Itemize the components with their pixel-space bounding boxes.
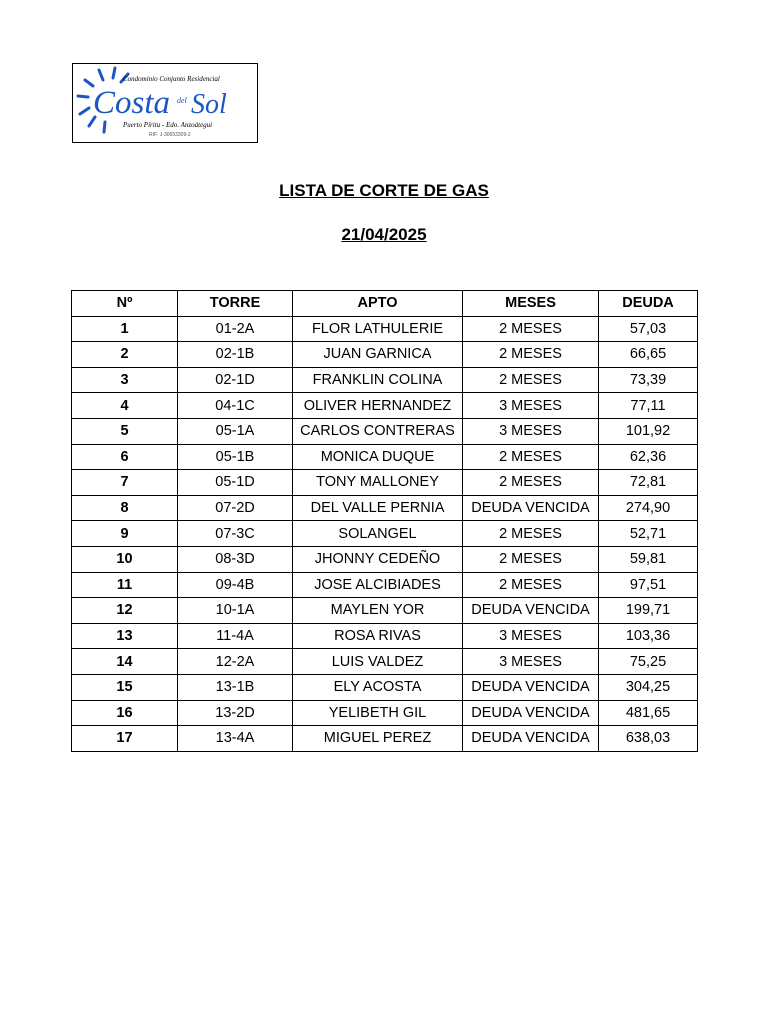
meses-cell: 2 MESES — [463, 572, 599, 598]
meses-cell: 2 MESES — [463, 342, 599, 368]
torre-cell: 13-4A — [178, 726, 293, 752]
apto-cell: JUAN GARNICA — [293, 342, 463, 368]
meses-cell: 3 MESES — [463, 418, 599, 444]
table-row — [72, 470, 698, 496]
torre-cell: 02-1D — [178, 367, 293, 393]
meses-cell: 2 MESES — [463, 444, 599, 470]
torre-cell: 08-3D — [178, 546, 293, 572]
apto-cell: ROSA RIVAS — [293, 623, 463, 649]
table-row — [72, 649, 698, 675]
table-row — [72, 674, 698, 700]
logo-brand-a: Costa — [93, 85, 171, 121]
gas-cut-table — [71, 290, 698, 752]
deuda-cell: 72,81 — [599, 470, 698, 496]
row-number: 6 — [72, 444, 178, 470]
table-row — [72, 444, 698, 470]
deuda-cell: 66,65 — [599, 342, 698, 368]
header-apto: APTO — [293, 291, 463, 317]
meses-cell: 3 MESES — [463, 623, 599, 649]
apto-cell: MAYLEN YOR — [293, 598, 463, 624]
torre-cell: 04-1C — [178, 393, 293, 419]
deuda-cell: 52,71 — [599, 521, 698, 547]
page-title: LISTA DE CORTE DE GAS — [279, 181, 489, 200]
meses-cell: 3 MESES — [463, 649, 599, 675]
meses-cell: DEUDA VENCIDA — [463, 598, 599, 624]
apto-cell: LUIS VALDEZ — [293, 649, 463, 675]
table-header-row — [72, 291, 698, 317]
deuda-cell: 481,65 — [599, 700, 698, 726]
table-row — [72, 726, 698, 752]
torre-cell: 10-1A — [178, 598, 293, 624]
torre-cell: 05-1D — [178, 470, 293, 496]
deuda-cell: 199,71 — [599, 598, 698, 624]
meses-cell: 3 MESES — [463, 393, 599, 419]
deuda-cell: 62,36 — [599, 444, 698, 470]
apto-cell: ELY ACOSTA — [293, 674, 463, 700]
apto-cell: OLIVER HERNANDEZ — [293, 393, 463, 419]
table-row — [72, 521, 698, 547]
page-date: 21/04/2025 — [341, 225, 427, 244]
meses-cell: DEUDA VENCIDA — [463, 726, 599, 752]
row-number: 3 — [72, 367, 178, 393]
row-number: 14 — [72, 649, 178, 675]
row-number: 7 — [72, 470, 178, 496]
table-row — [72, 572, 698, 598]
torre-cell: 11-4A — [178, 623, 293, 649]
table-row — [72, 700, 698, 726]
table-row — [72, 418, 698, 444]
table-row — [72, 546, 698, 572]
header-deuda: DEUDA — [599, 291, 698, 317]
row-number: 1 — [72, 316, 178, 342]
deuda-cell: 638,03 — [599, 726, 698, 752]
table-row — [72, 367, 698, 393]
row-number: 9 — [72, 521, 178, 547]
row-number: 12 — [72, 598, 178, 624]
logo-brand-b: del — [177, 96, 187, 105]
table-row — [72, 316, 698, 342]
torre-cell: 07-2D — [178, 495, 293, 521]
row-number: 4 — [72, 393, 178, 419]
logo-rif: RIF: J-30653309-2 — [149, 132, 191, 138]
deuda-cell: 274,90 — [599, 495, 698, 521]
table-row — [72, 342, 698, 368]
header-torre: TORRE — [178, 291, 293, 317]
meses-cell: DEUDA VENCIDA — [463, 674, 599, 700]
torre-cell: 07-3C — [178, 521, 293, 547]
sun-logo-icon — [73, 64, 256, 141]
row-number: 17 — [72, 726, 178, 752]
table-row — [72, 393, 698, 419]
torre-cell: 13-2D — [178, 700, 293, 726]
table-row — [72, 623, 698, 649]
row-number: 13 — [72, 623, 178, 649]
row-number: 2 — [72, 342, 178, 368]
row-number: 11 — [72, 572, 178, 598]
apto-cell: CARLOS CONTRERAS — [293, 418, 463, 444]
row-number: 16 — [72, 700, 178, 726]
deuda-cell: 75,25 — [599, 649, 698, 675]
torre-cell: 12-2A — [178, 649, 293, 675]
torre-cell: 05-1B — [178, 444, 293, 470]
torre-cell: 01-2A — [178, 316, 293, 342]
deuda-cell: 77,11 — [599, 393, 698, 419]
deuda-cell: 57,03 — [599, 316, 698, 342]
apto-cell: MIGUEL PEREZ — [293, 726, 463, 752]
apto-cell: MONICA DUQUE — [293, 444, 463, 470]
row-number: 10 — [72, 546, 178, 572]
apto-cell: TONY MALLONEY — [293, 470, 463, 496]
table-row — [72, 495, 698, 521]
apto-cell: SOLANGEL — [293, 521, 463, 547]
apto-cell: DEL VALLE PERNIA — [293, 495, 463, 521]
meses-cell: DEUDA VENCIDA — [463, 495, 599, 521]
logo-line1: Condominio Conjunto Residencial — [123, 75, 220, 83]
deuda-cell: 59,81 — [599, 546, 698, 572]
table-row — [72, 598, 698, 624]
header-num: Nº — [72, 291, 178, 317]
logo — [72, 63, 258, 143]
apto-cell: JOSE ALCIBIADES — [293, 572, 463, 598]
logo-brand-c: Sol — [191, 89, 227, 120]
row-number: 15 — [72, 674, 178, 700]
apto-cell: JHONNY CEDEÑO — [293, 546, 463, 572]
meses-cell: DEUDA VENCIDA — [463, 700, 599, 726]
deuda-cell: 101,92 — [599, 418, 698, 444]
meses-cell: 2 MESES — [463, 546, 599, 572]
torre-cell: 02-1B — [178, 342, 293, 368]
apto-cell: FRANKLIN COLINA — [293, 367, 463, 393]
logo-line3: Puerto Píritu - Edo. Anzoátegui — [123, 121, 213, 129]
meses-cell: 2 MESES — [463, 470, 599, 496]
deuda-cell: 73,39 — [599, 367, 698, 393]
header-meses: MESES — [463, 291, 599, 317]
meses-cell: 2 MESES — [463, 316, 599, 342]
apto-cell: YELIBETH GIL — [293, 700, 463, 726]
deuda-cell: 97,51 — [599, 572, 698, 598]
torre-cell: 09-4B — [178, 572, 293, 598]
meses-cell: 2 MESES — [463, 367, 599, 393]
meses-cell: 2 MESES — [463, 521, 599, 547]
row-number: 8 — [72, 495, 178, 521]
deuda-cell: 304,25 — [599, 674, 698, 700]
torre-cell: 13-1B — [178, 674, 293, 700]
deuda-cell: 103,36 — [599, 623, 698, 649]
row-number: 5 — [72, 418, 178, 444]
torre-cell: 05-1A — [178, 418, 293, 444]
apto-cell: FLOR LATHULERIE — [293, 316, 463, 342]
